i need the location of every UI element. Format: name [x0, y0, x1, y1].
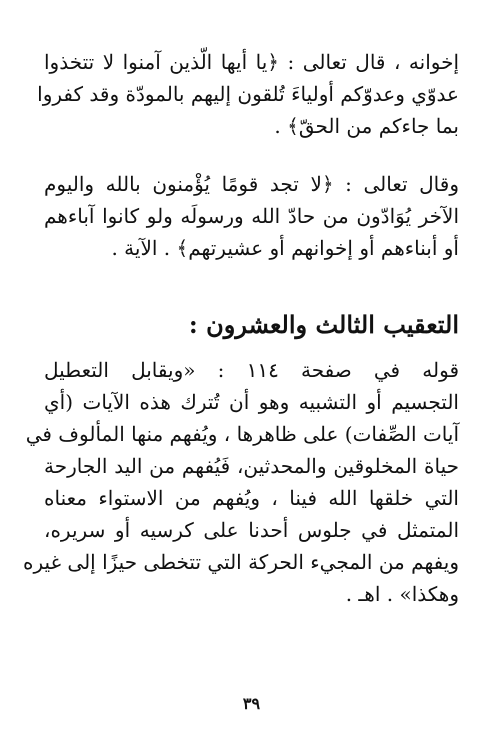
text-line: المتمثل في جلوس أحدنا على كرسيه أو سريره،	[44, 518, 459, 542]
paragraph-quran-verse-1	[37, 46, 459, 142]
text-line: آيات الصِّفات) على ظاهرها ، ويُفهم منها المألوف في	[25, 422, 459, 446]
paragraph-body	[23, 354, 460, 610]
text-line: أو أبناءهم أو إخوانهم أو عشيرتهم﴾ . الآية .	[111, 236, 459, 260]
text-line: عدوّي وعدوّكم أولياءَ تُلقون إليهم بالمودّة وقد كفروا	[37, 82, 459, 106]
text-line: وقال تعالى : ﴿لا تجد قومًا يُؤْمنون بالله واليوم	[44, 172, 459, 196]
page-number: ٣٩	[242, 694, 261, 713]
paragraph-quran-verse-2	[44, 168, 459, 264]
text-line: إخوانه ، قال تعالى : ﴿يا أيها الّذين آمنوا لا تتخذوا	[44, 50, 459, 74]
text-line: التي خلقها الله فينا ، ويُفهم من الاستواء معناه	[44, 486, 459, 510]
text-line: حياة المخلوقين والمحدثين، فَيُفهم من اليد الجارحة	[44, 454, 459, 478]
text-line: بما جاءكم من الحقّ﴾ .	[274, 114, 459, 138]
section-heading: التعقيب الثالث والعشرون :	[188, 310, 459, 339]
text-line: الآخر يُوَادّون من حادّ الله ورسولَه ولو كانوا آباءهم	[44, 204, 459, 228]
text-line: ويفهم من المجيء الحركة التي تتخطى حيزًا إلى غيره	[23, 550, 459, 574]
text-line: قوله في صفحة ١١٤ : «ويقابل التعطيل	[44, 358, 460, 382]
text-line: وهكذا» . اهـ .	[345, 582, 459, 606]
text-line: التجسيم أو التشبيه وهو أن تُترك هذه الآيات (أي	[44, 390, 459, 414]
